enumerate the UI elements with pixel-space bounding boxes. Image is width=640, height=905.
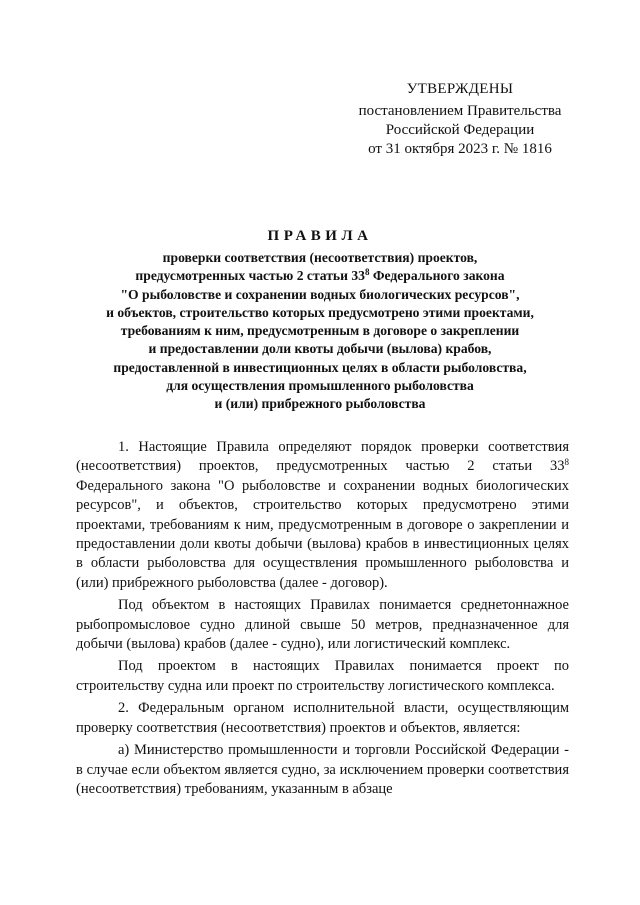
paragraph-1: 1. Настоящие Правила определяют порядок проверки соответствия (несоответствия) проектов, предусмотренных частью 2 статьи $33^8$ Федерального закона "О рыболовстве и сохранении водных биологических ресурсов", и объектов, строительство которых предусмотрено этими проектами, требованиям к ним, предусмотренным в договоре о закреплении и предоставлении доли квоты добычи (вылова) крабов в инвестиционных целях в области рыболовства для осуществления промышленного рыболовства и (или) прибрежного рыболовства (далее - договор).: [76, 439, 569, 591]
paragraph-5: а) Министерство промышленности и торговли Российской Федерации - в случае если объектом является судно, за исключением проверки соответствия (несоответствия) требованиям, указанным в абзаце: [76, 742, 569, 797]
title-line-2: предусмотренных частью 2 статьи $33^8$ Федерального закона: [135, 267, 505, 284]
approved-label: УТВЕРЖДЕНЫ: [406, 81, 514, 97]
paragraph-2: Под объектом в настоящих Правилах понимается среднетоннажное рыбопромысловое судно длиной свыше 50 метров, предназначенное для добычи (вылова) крабов (далее - судно), или логистический комплекс.: [76, 597, 569, 653]
title-line-6: и предоставлении доли квоты добычи (вылова) крабов,: [148, 341, 492, 357]
approval-line-2: Российской Федерации: [385, 122, 535, 138]
title-line-5: требованиям к ним, предусмотренным в договоре о закреплении: [120, 323, 520, 339]
superscript: 8: [564, 457, 569, 468]
paragraph-4: 2. Федеральным органом исполнительной власти, осуществляющим проверку соответствия (несоответствия) проектов и объектов, является:: [76, 700, 569, 736]
title-line-8: для осуществления промышленного рыболовства: [166, 378, 474, 394]
title-line-9: и (или) прибрежного рыболовства: [214, 396, 426, 412]
superscript: 8: [364, 267, 370, 278]
title-line-3: "О рыболовстве и сохранении водных биологических ресурсов",: [120, 286, 520, 302]
approval-stamp: [330, 80, 590, 159]
document-title-block: [70, 228, 570, 414]
document-body: [76, 438, 569, 799]
approval-line-3: от 31 октября 2023 г. № 1816: [368, 141, 552, 157]
approval-line-1: постановлением Правительства: [358, 103, 562, 119]
title-line-7: предоставленной в инвестиционных целях в области рыболовства,: [113, 359, 527, 375]
document-title: ПРАВИЛА: [267, 228, 373, 244]
paragraph-3: Под проектом в настоящих Правилах понимается проект по строительству судна или проект по строительству логистического комплекса.: [76, 658, 569, 694]
title-line-1: проверки соответствия (несоответствия) проектов,: [162, 250, 478, 265]
title-line-4: и объектов, строительство которых предусмотрено этими проектами,: [106, 304, 534, 320]
